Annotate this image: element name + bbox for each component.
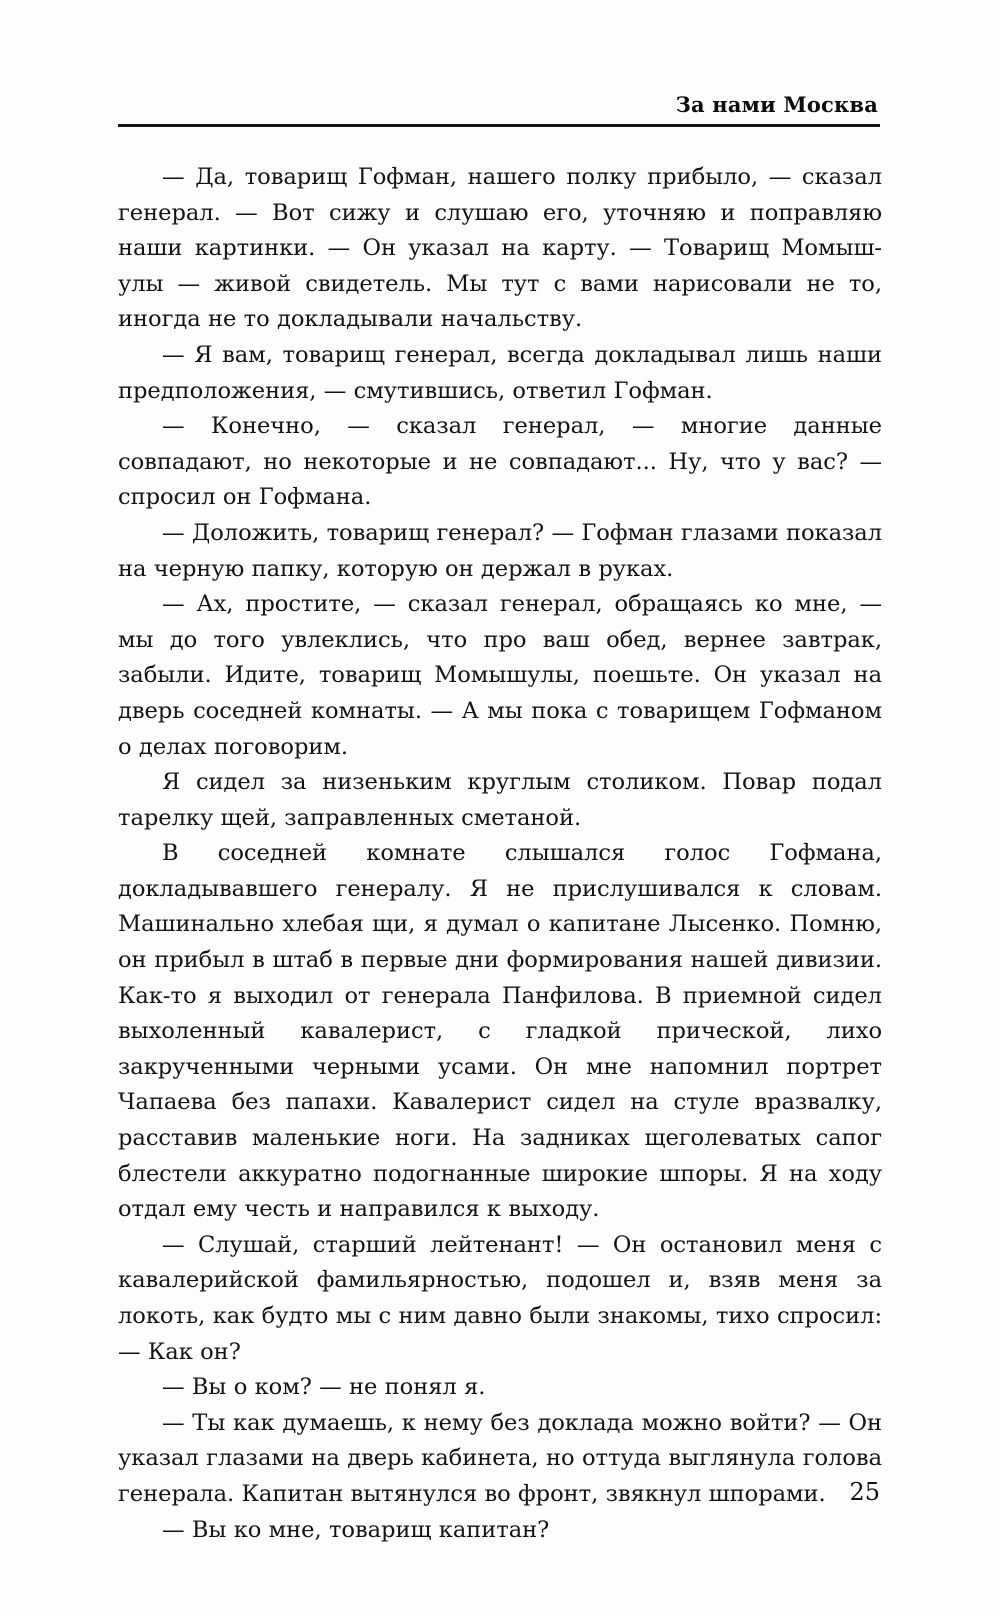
page-body xyxy=(118,160,882,1548)
paragraph: — Слушай, старший лейтенант! — Он остановил меня с кавалерийской фамильярностью, подошел и, взяв меня за локоть, как будто мы с ним давно были знакомы, тихо спросил: — Как он? xyxy=(118,1231,882,1365)
running-head xyxy=(118,92,878,117)
paragraph: — Вы ко мне, товарищ капитан? xyxy=(162,1516,550,1543)
paragraph: Я сидел за низеньким круглым столиком. Повар подал тарелку щей, заправленных сметаной. xyxy=(118,769,882,831)
paragraph: — Ах, простите, — сказал генерал, обращаясь ко мне, — мы до того увлеклись, что про ваш обед, вернее завтрак, забыли. Идите, товарищ Момышулы, поешьте. Он указал на дверь соседней комнаты. — А мы пока с товарищем Гофманом о делах поговорим. xyxy=(118,591,882,760)
paragraph: В соседней комнате слышался голос Гофмана, докладывавшего генералу. Я не прислушивался к словам. Машинально хлебая щи, я думал о капитане Лысенко. Помню, он прибыл в штаб в первые дни формирования нашей дивизии. Как-то я выходил от генерала Панфилова. В приемной сидел выхоленный кавалерист, с гладкой прической, лихо закрученными черными усами. Он мне напомнил портрет Чапаева без папахи. Кавалерист сидел на стуле вразвалку, расставив маленькие ноги. На задниках щеголеватых сапог блестели аккуратно подогнанные широкие шпоры. Я на ходу отдал ему честь и направился к выходу. xyxy=(118,840,882,1223)
running-head-title: За нами Москва xyxy=(675,92,878,117)
page-number: 25 xyxy=(849,1478,880,1506)
paragraph: — Ты как думаешь, к нему без доклада можно войти? — Он указал глазами на дверь кабинета, но оттуда выглянула голова генерала. Капитан вытянулся во фронт, звякнул шпорами. xyxy=(118,1409,882,1507)
paragraph: — Доложить, товарищ генерал? — Гофман глазами показал на черную папку, которую он держал в руках. xyxy=(118,519,882,582)
paragraph: — Я вам, товарищ генерал, всегда докладывал лишь наши предположения, — смутившись, ответил Гофман. xyxy=(118,341,882,404)
paragraph: — Да, товарищ Гофман, нашего полку прибыло, — сказал генерал. — Вот сижу и слушаю его, уточняю и поправляю наши картинки. — Он указал на карту. — Товарищ Момыш-улы — живой свидетель. Мы тут с вами нарисовали не то, иногда не то докладывали начальству. xyxy=(118,164,882,333)
header-divider xyxy=(118,124,880,127)
paragraph: — Вы о ком? — не понял я. xyxy=(162,1374,486,1401)
paragraph: — Конечно, — сказал генерал, — многие данные совпадают, но некоторые и не совпадают... Ну, что у вас? — спросил он Гофмана. xyxy=(118,413,882,511)
